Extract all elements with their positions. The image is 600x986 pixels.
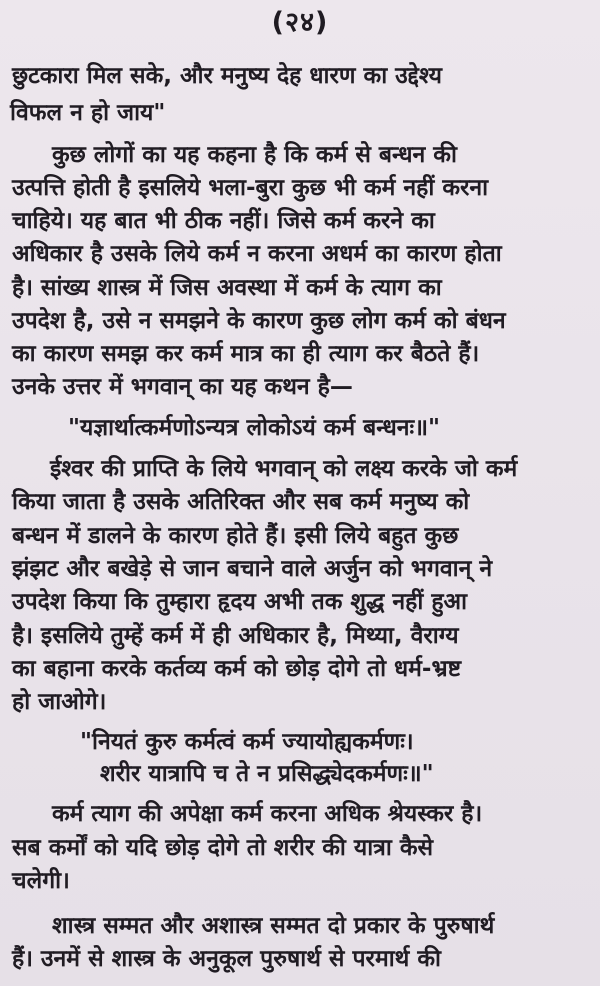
quote-line: "नियतं कुरु कर्मत्वं कर्म ज्यायोह्यकर्मणः। [80,729,414,755]
page-number: (२४) [271,7,329,38]
text-line: कर्म त्याग की अपेक्षा कर्म करना अधिक श्रेयस्कर है। [52,801,483,827]
text-line: है। इसलिये तुम्हें कर्म में ही अधिकार है, मिथ्या, वैराग्य [12,623,459,649]
text-line: किया जाता है उसके अतिरिक्त और सब कर्म मनुष्य को [12,489,470,515]
text-line: उपदेश है, उसे न समझने के कारण कुछ लोग कर्म को बंधन [12,308,506,334]
quote-line: शरीर यात्रापि च ते न प्रसिद्ध्येदकर्मणः॥" [100,761,434,787]
text-line: झंझट और बखेड़े से जान बचाने वाले अर्जुन को भगवान् ने [12,556,493,582]
quote-line: "यज्ञार्थात्कर्मणोऽन्यत्र लोकोऽयं कर्म बन्धनः॥" [68,415,440,441]
text-line: कुछ लोगों का यह कहना है कि कर्म से बन्धन की [52,142,457,168]
text-line: शास्त्र सम्मत और अशास्त्र सम्मत दो प्रकार के पुरुषार्थ [52,913,495,939]
text-line: है। सांख्य शास्त्र में जिस अवस्था में कर्म के त्याग का [12,275,442,301]
text-line: बन्धन में डालने के कारण होते हैं। इसी लिये बहुत कुछ [12,523,459,549]
text-line: हैं। उनमें से शास्त्र के अनुकूल पुरुषार्थ से परमार्थ की [12,946,441,972]
text-line: ईश्वर की प्राप्ति के लिये भगवान् को लक्ष्य करके जो कर्म [50,456,518,482]
text-line: चाहिये। यह बात भी ठीक नहीं। जिसे कर्म करने का [12,208,435,234]
text-line: उपदेश किया कि तुम्हारा हृदय अभी तक शुद्ध नहीं हुआ [12,589,468,615]
text-line: का बहाना करके कर्तव्य कर्म को छोड़ दोगे तो धर्म-भ्रष्ट [12,656,462,682]
text-line: हो जाओगे। [12,689,107,715]
text-line: विफल न हो जाय" [10,100,166,126]
text-line: का कारण समझ कर कर्म मात्र का ही त्याग कर बैठते हैं। [12,341,480,367]
text-line: छुटकारा मिल सके, और मनुष्य देह धारण का उद्देश्य [12,63,443,89]
text-line: उनके उत्तर में भगवान् का यह कथन है— [12,374,353,400]
text-line: उत्पत्ति होती है इसलिये भला-बुरा कुछ भी कर्म नहीं करना [12,175,489,201]
text-line: चलेगी। [12,868,70,894]
text-line: सब कर्मों को यदि छोड़ दोगे तो शरीर की यात्रा कैसे [12,835,434,861]
text-line: अधिकार है उसके लिये कर्म न करना अधर्म का कारण होता [12,241,502,267]
